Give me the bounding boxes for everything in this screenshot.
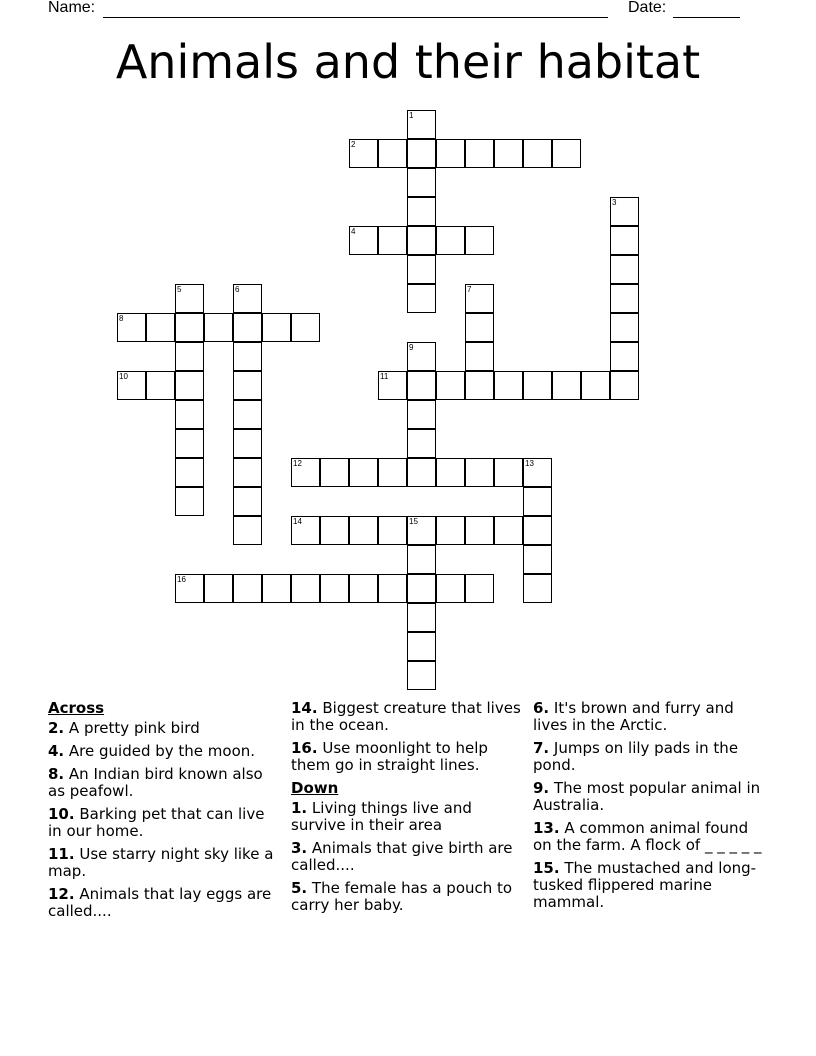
grid-cell[interactable] xyxy=(407,429,436,458)
clue-item-number: 2. xyxy=(48,719,65,737)
clue-item-number: 5. xyxy=(291,879,308,897)
clue-number: 9 xyxy=(409,343,414,352)
grid-cell[interactable] xyxy=(175,371,204,400)
clue-item xyxy=(291,740,523,774)
grid-cell[interactable] xyxy=(349,574,378,603)
grid-cell[interactable] xyxy=(262,574,291,603)
grid-cell-3[interactable] xyxy=(610,197,639,226)
grid-cell-6[interactable] xyxy=(233,284,262,313)
grid-cell-15[interactable] xyxy=(407,516,436,545)
grid-cell[interactable] xyxy=(523,139,552,168)
clue-number: 1 xyxy=(409,111,414,120)
grid-cell[interactable] xyxy=(378,458,407,487)
grid-cell[interactable] xyxy=(407,255,436,284)
grid-cell[interactable] xyxy=(175,458,204,487)
grid-cell[interactable] xyxy=(233,313,262,342)
clue-item-number: 13. xyxy=(533,819,560,837)
grid-cell-11[interactable] xyxy=(378,371,407,400)
grid-cell[interactable] xyxy=(320,574,349,603)
page-title: Animals and their habitat xyxy=(115,35,701,89)
clue-item-text: Jumps on lily pads in the pond. xyxy=(533,739,739,774)
grid-cell-2[interactable] xyxy=(349,139,378,168)
grid-cell[interactable] xyxy=(465,226,494,255)
grid-cell[interactable] xyxy=(407,603,436,632)
grid-cell-14[interactable] xyxy=(291,516,320,545)
grid-cell[interactable] xyxy=(320,516,349,545)
clue-item xyxy=(48,886,280,920)
clue-item-number: 12. xyxy=(48,885,75,903)
grid-cell[interactable] xyxy=(146,313,175,342)
grid-cell[interactable] xyxy=(233,487,262,516)
grid-cell[interactable] xyxy=(407,168,436,197)
clue-item-text: Barking pet that can live in our home. xyxy=(48,805,265,840)
clue-number: 4 xyxy=(351,227,356,236)
clue-item-text: The mustached and long-tusked flippered marine mammal. xyxy=(533,859,757,911)
clue-number: 10 xyxy=(119,372,128,381)
clue-item-text: An Indian bird known also as peafowl. xyxy=(48,765,263,800)
clue-item-text: Living things live and survive in their area xyxy=(291,799,472,834)
grid-cell[interactable] xyxy=(436,574,465,603)
grid-cell[interactable] xyxy=(407,371,436,400)
grid-cell[interactable] xyxy=(436,226,465,255)
grid-cell-4[interactable] xyxy=(349,226,378,255)
grid-cell-16[interactable] xyxy=(175,574,204,603)
clue-item-number: 3. xyxy=(291,839,308,857)
grid-cell[interactable] xyxy=(494,516,523,545)
grid-cell[interactable] xyxy=(204,313,233,342)
grid-cell[interactable] xyxy=(436,458,465,487)
down-clues xyxy=(291,800,523,914)
clue-number: 2 xyxy=(351,140,356,149)
grid-cell[interactable] xyxy=(233,342,262,371)
clue-item-text: Animals that lay eggs are called.... xyxy=(48,885,272,920)
grid-cell[interactable] xyxy=(552,139,581,168)
clue-item-number: 4. xyxy=(48,742,65,760)
grid-cell[interactable] xyxy=(233,458,262,487)
clue-item-number: 16. xyxy=(291,739,318,757)
grid-cell[interactable] xyxy=(494,139,523,168)
clue-item-number: 9. xyxy=(533,779,550,797)
clue-item-number: 8. xyxy=(48,765,65,783)
clue-item xyxy=(48,720,280,737)
grid-cell[interactable] xyxy=(581,371,610,400)
grid-cell[interactable] xyxy=(494,458,523,487)
clue-column-1 xyxy=(48,700,280,926)
grid-cell[interactable] xyxy=(233,429,262,458)
date-label: Date: xyxy=(628,0,667,16)
clue-item-text: The female has a pouch to carry her baby. xyxy=(291,879,513,914)
clue-item xyxy=(48,846,280,880)
grid-cell-5[interactable] xyxy=(175,284,204,313)
grid-cell[interactable] xyxy=(465,458,494,487)
grid-cell[interactable] xyxy=(610,371,639,400)
grid-cell[interactable] xyxy=(465,342,494,371)
grid-cell[interactable] xyxy=(523,371,552,400)
grid-cell[interactable] xyxy=(175,400,204,429)
clue-item-text: Use moonlight to help them go in straight lines. xyxy=(291,739,488,774)
grid-cell[interactable] xyxy=(465,313,494,342)
grid-cell-8[interactable] xyxy=(117,313,146,342)
clue-item-text: A common animal found on the farm. A flock of _ _ _ _ _ xyxy=(533,819,762,854)
clue-item-number: 7. xyxy=(533,739,550,757)
clue-item-text: Use starry night sky like a map. xyxy=(48,845,274,880)
clue-item-number: 1. xyxy=(291,799,308,817)
grid-cell[interactable] xyxy=(523,516,552,545)
clue-item xyxy=(533,860,765,911)
clue-number: 5 xyxy=(177,285,182,294)
grid-cell-7[interactable] xyxy=(465,284,494,313)
clue-number: 15 xyxy=(409,517,418,526)
grid-cell[interactable] xyxy=(378,139,407,168)
clue-number: 7 xyxy=(467,285,472,294)
clue-item xyxy=(48,766,280,800)
grid-cell[interactable] xyxy=(233,400,262,429)
clue-item-text: The most popular animal in Australia. xyxy=(533,779,761,814)
clue-item-number: 14. xyxy=(291,699,318,717)
clue-number: 14 xyxy=(293,517,302,526)
clue-item xyxy=(291,800,523,834)
clue-item xyxy=(291,700,523,734)
clue-item-text: It's brown and furry and lives in the Arctic. xyxy=(533,699,734,734)
grid-cell[interactable] xyxy=(436,139,465,168)
grid-cell[interactable] xyxy=(610,313,639,342)
grid-cell[interactable] xyxy=(407,632,436,661)
grid-cell[interactable] xyxy=(291,574,320,603)
clue-number: 3 xyxy=(612,198,617,207)
clue-item xyxy=(533,820,765,854)
clue-number: 11 xyxy=(380,372,389,381)
grid-cell[interactable] xyxy=(610,226,639,255)
clue-item xyxy=(533,780,765,814)
grid-cell[interactable] xyxy=(465,139,494,168)
clue-column-3 xyxy=(533,700,765,917)
grid-cell[interactable] xyxy=(175,342,204,371)
grid-cell[interactable] xyxy=(407,197,436,226)
grid-cell[interactable] xyxy=(233,574,262,603)
grid-cell[interactable] xyxy=(407,400,436,429)
grid-cell[interactable] xyxy=(436,516,465,545)
clue-item xyxy=(533,700,765,734)
clue-number: 12 xyxy=(293,459,302,468)
clue-item-number: 6. xyxy=(533,699,550,717)
grid-cell-13[interactable] xyxy=(523,458,552,487)
across-heading: Across xyxy=(48,699,105,717)
clue-item xyxy=(48,806,280,840)
grid-cell[interactable] xyxy=(175,313,204,342)
clue-item-text: A pretty pink bird xyxy=(68,719,200,737)
across-clues-continued xyxy=(291,700,523,774)
name-label: Name: xyxy=(48,0,96,16)
grid-cell-12[interactable] xyxy=(291,458,320,487)
clue-number: 8 xyxy=(119,314,124,323)
grid-cell[interactable] xyxy=(262,313,291,342)
clue-item-text: Are guided by the moon. xyxy=(68,742,256,760)
grid-cell[interactable] xyxy=(175,487,204,516)
clue-item-number: 15. xyxy=(533,859,560,877)
grid-cell[interactable] xyxy=(320,458,349,487)
grid-cell[interactable] xyxy=(610,342,639,371)
grid-cell[interactable] xyxy=(146,371,175,400)
grid-cell-9[interactable] xyxy=(407,342,436,371)
grid-cell[interactable] xyxy=(465,516,494,545)
grid-cell[interactable] xyxy=(349,516,378,545)
grid-cell[interactable] xyxy=(349,458,378,487)
clue-item xyxy=(291,840,523,874)
grid-cell[interactable] xyxy=(378,574,407,603)
grid-cell[interactable] xyxy=(407,661,436,690)
clue-item-number: 10. xyxy=(48,805,75,823)
grid-cell[interactable] xyxy=(407,545,436,574)
clue-item xyxy=(48,743,280,760)
grid-cell[interactable] xyxy=(523,574,552,603)
grid-cell-1[interactable] xyxy=(407,110,436,139)
clue-item-text: Animals that give birth are called.... xyxy=(291,839,513,874)
grid-cell[interactable] xyxy=(407,574,436,603)
down-heading: Down xyxy=(291,779,339,797)
clue-number: 6 xyxy=(235,285,240,294)
grid-cell[interactable] xyxy=(407,284,436,313)
clue-number: 16 xyxy=(177,575,186,584)
grid-cell-10[interactable] xyxy=(117,371,146,400)
grid-cell[interactable] xyxy=(610,284,639,313)
clue-item-number: 11. xyxy=(48,845,75,863)
grid-cell[interactable] xyxy=(407,226,436,255)
grid-cell[interactable] xyxy=(175,429,204,458)
grid-cell[interactable] xyxy=(378,226,407,255)
grid-cell[interactable] xyxy=(407,458,436,487)
grid-cell[interactable] xyxy=(233,371,262,400)
grid-cell[interactable] xyxy=(407,139,436,168)
grid-cell[interactable] xyxy=(233,516,262,545)
grid-cell[interactable] xyxy=(436,371,465,400)
clue-item xyxy=(291,880,523,914)
grid-cell[interactable] xyxy=(523,487,552,516)
clue-number: 13 xyxy=(525,459,534,468)
grid-cell[interactable] xyxy=(465,371,494,400)
grid-cell[interactable] xyxy=(378,516,407,545)
clue-column-2 xyxy=(291,700,523,920)
grid-cell[interactable] xyxy=(494,371,523,400)
grid-cell[interactable] xyxy=(291,313,320,342)
grid-cell[interactable] xyxy=(204,574,233,603)
grid-cell[interactable] xyxy=(552,371,581,400)
clue-item-text: Biggest creature that lives in the ocean. xyxy=(291,699,521,734)
clue-item xyxy=(533,740,765,774)
grid-cell[interactable] xyxy=(523,545,552,574)
grid-cell[interactable] xyxy=(610,255,639,284)
grid-cell[interactable] xyxy=(465,574,494,603)
